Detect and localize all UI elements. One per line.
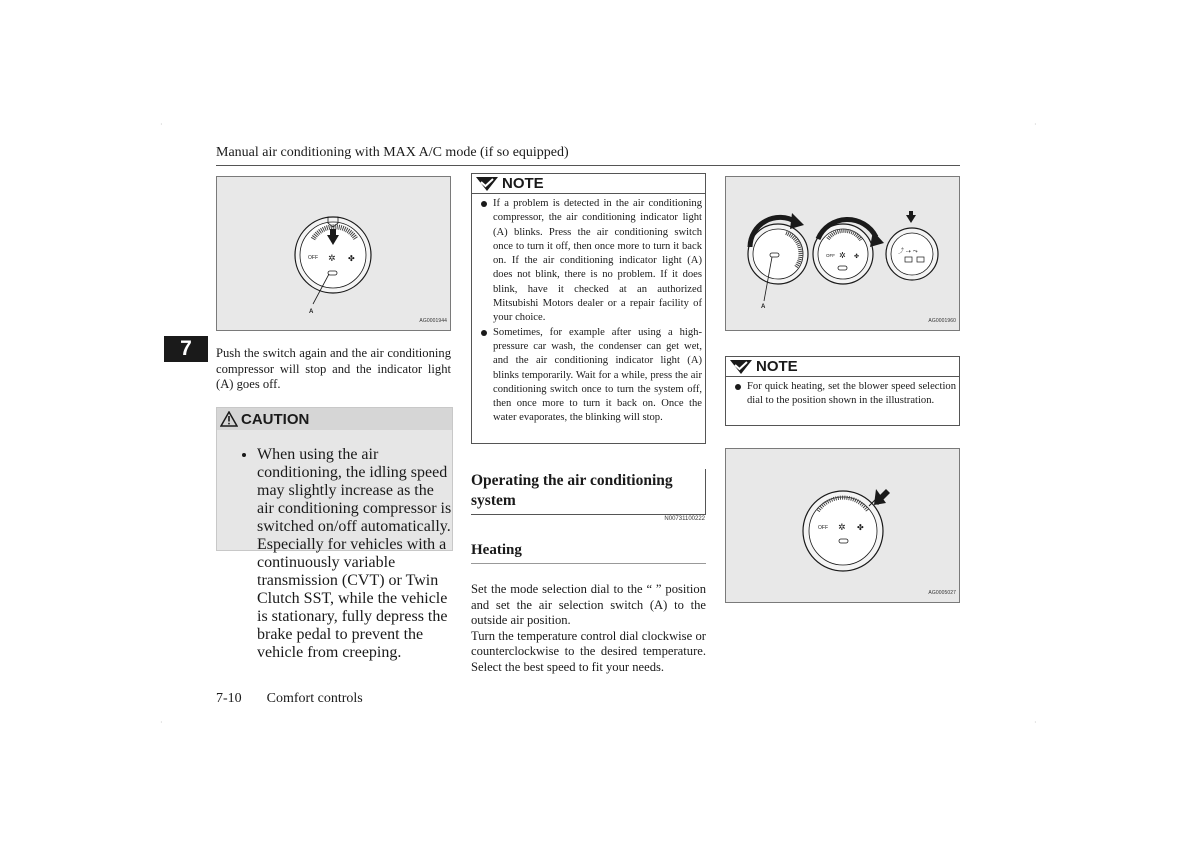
caution-item: • When using the air conditioning, the idling speed may slightly increase as the air conditioning compressor is switched on/off automatically. Especially for vehicles with a continuously variable transmission (CVT) or Twin Clutch SST, while the vehicle is stationary, fully depress the brake pedal to prevent the vehicle from creeping. — [257, 446, 452, 662]
warning-triangle-icon — [220, 411, 238, 427]
page-footer — [216, 691, 363, 707]
svg-text:✲: ✲ — [328, 254, 336, 264]
crop-mark: · — [160, 120, 163, 129]
note-box — [725, 356, 960, 426]
footer-section-name: Comfort controls — [266, 691, 363, 706]
figure-blower-dial — [725, 448, 960, 603]
note-title: NOTE — [472, 174, 705, 194]
heating-instructions — [471, 582, 706, 676]
callout-a-label: A — [761, 304, 766, 310]
crop-mark: · — [1034, 120, 1037, 129]
svg-text:✤: ✤ — [348, 254, 355, 263]
section-heading: Operating the air conditioning system — [471, 472, 673, 509]
sub-heading-rule — [471, 563, 706, 564]
note-box — [471, 173, 706, 444]
crop-mark: · — [1034, 718, 1037, 727]
note-list — [472, 194, 705, 430]
crop-mark: · — [160, 718, 163, 727]
svg-text:✲: ✲ — [839, 251, 846, 260]
note-title: NOTE — [726, 357, 959, 377]
body-paragraph: Push the switch again and the air conditioning compressor will stop and the indicator light (A) goes off. — [216, 346, 451, 392]
document-number: N00731100222 — [664, 516, 705, 522]
svg-text:⤴ ⇢ ⤳: ⤴ ⇢ ⤳ — [898, 248, 918, 255]
dial-off-label: OFF — [308, 255, 318, 261]
note-check-icon — [475, 176, 499, 192]
page-header-title: Manual air conditioning with MAX A/C mode (if so equipped) — [216, 145, 569, 160]
three-dials-illustration — [726, 177, 960, 331]
note-item: If a problem is detected in the air conditioning compressor, the air conditioning indicator light (A) blinks. Press the air conditioning switch once to turn it off, then once more to turn it back on. If the air conditioning indicator light (A) does not blink, there is no problem. If it does blink, have it checked at an authorized Mitsubishi Motors dealer or a repair facility of your choice. — [476, 197, 702, 326]
note-check-icon — [729, 359, 753, 375]
heating-paragraph: Set the mode selection dial to the “ ” position and set the air selection switch (A) to the outside air position. — [471, 582, 706, 628]
dial-off-label: OFF — [818, 525, 828, 531]
note-item: Sometimes, for example after using a high-pressure car wash, the condenser can get wet, and the air conditioning indicator light (A) blinks temporarily. Wait for a while, press the air conditioning switch once to turn the system off, then once more to turn it back on. Once the water evaporates, the blinking will stop. — [476, 326, 702, 426]
sub-heading: Heating — [471, 542, 522, 558]
caution-title: CAUTION — [217, 408, 452, 430]
chapter-tab: 7 — [164, 336, 208, 362]
svg-text:✤: ✤ — [854, 253, 860, 260]
figure-code: AG0005027 — [928, 590, 956, 596]
header-divider — [216, 165, 960, 166]
dial-off-label: OFF — [826, 253, 835, 258]
callout-a-label: A — [309, 309, 314, 315]
figure-ac-dial — [216, 176, 451, 331]
heating-paragraph: Turn the temperature control dial clockwise or counterclockwise to the desired temperature. Select the best speed to fit your needs. — [471, 628, 706, 674]
page-number: 7-10 — [216, 691, 242, 706]
note-item: For quick heating, set the blower speed selection dial to the position shown in the illustration. — [730, 380, 956, 409]
svg-text:✤: ✤ — [857, 523, 864, 532]
caution-box — [216, 407, 453, 661]
ac-dial-illustration — [217, 177, 451, 331]
section-heading-box — [471, 469, 706, 515]
blower-dial-illustration — [726, 449, 960, 603]
figure-code: AG0001944 — [419, 318, 447, 324]
figure-code: AG0001960 — [928, 318, 956, 324]
svg-text:✲: ✲ — [838, 523, 846, 533]
figure-three-dials — [725, 176, 960, 331]
caution-list — [217, 446, 452, 662]
note-list — [726, 377, 959, 413]
